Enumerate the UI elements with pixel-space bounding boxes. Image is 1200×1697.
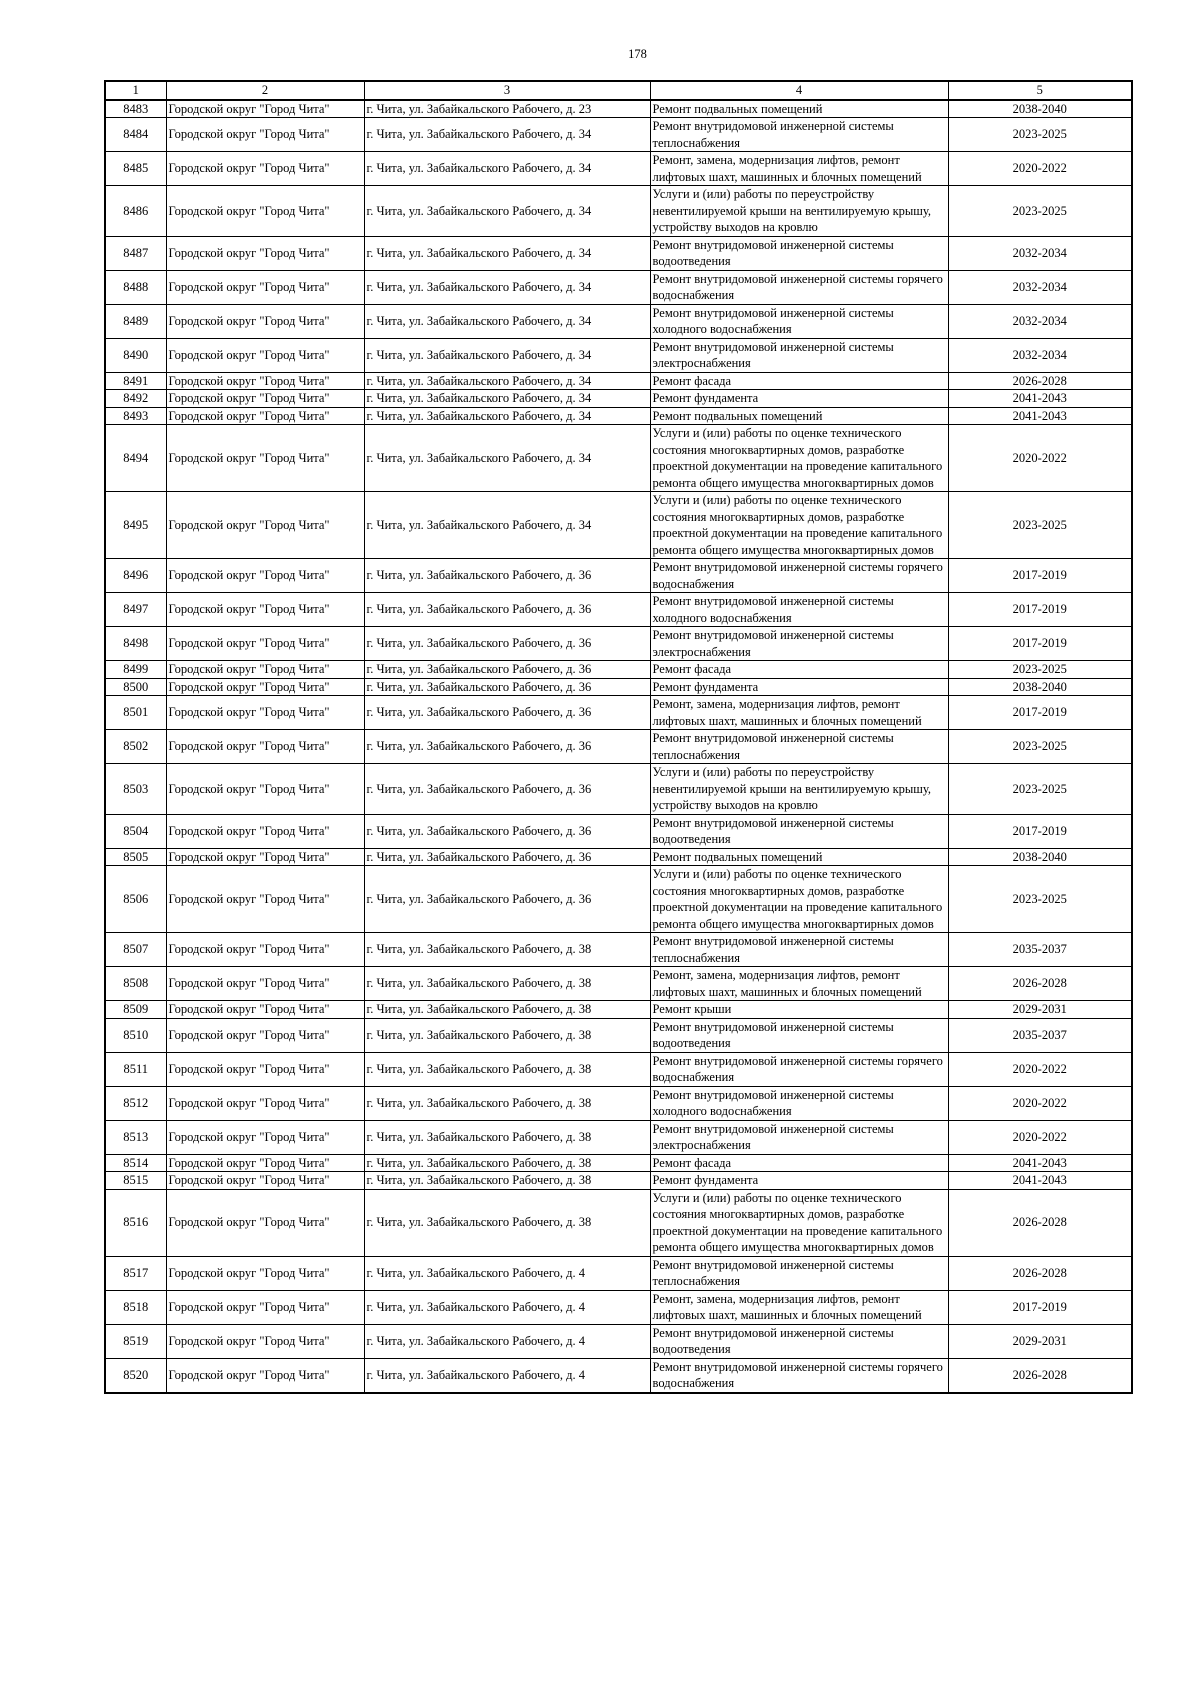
municipality-cell: Городской округ "Город Чита": [166, 186, 364, 237]
table-row: [105, 1052, 1132, 1086]
row-number-cell: 8503: [105, 764, 166, 815]
table-row: [105, 627, 1132, 661]
work-type-cell: Услуги и (или) работы по оценке технического состояния многоквартирных домов, разработке проектной документации на проведение капитального ремонта общего имущества многоквартирных домов: [650, 866, 948, 933]
period-cell: 2023-2025: [948, 118, 1132, 152]
table-row: [105, 1120, 1132, 1154]
table-row: [105, 866, 1132, 933]
table-row: [105, 730, 1132, 764]
work-type-cell: Ремонт внутридомовой инженерной системы горячего водоснабжения: [650, 1052, 948, 1086]
period-cell: 2035-2037: [948, 1018, 1132, 1052]
municipality-cell: Городской округ "Город Чита": [166, 593, 364, 627]
municipality-cell: Городской округ "Город Чита": [166, 559, 364, 593]
municipality-cell: Городской округ "Город Чита": [166, 1086, 364, 1120]
municipality-cell: Городской округ "Город Чита": [166, 1256, 364, 1290]
table-row: [105, 1189, 1132, 1256]
municipality-cell: Городской округ "Город Чита": [166, 407, 364, 425]
address-cell: г. Чита, ул. Забайкальского Рабочего, д. 36: [364, 730, 650, 764]
table-row: [105, 492, 1132, 559]
work-type-cell: Ремонт фундамента: [650, 678, 948, 696]
municipality-cell: Городской округ "Город Чита": [166, 661, 364, 679]
municipality-cell: Городской округ "Город Чита": [166, 1290, 364, 1324]
address-cell: г. Чита, ул. Забайкальского Рабочего, д. 34: [364, 304, 650, 338]
row-number-cell: 8485: [105, 152, 166, 186]
table-row: [105, 559, 1132, 593]
work-type-cell: Ремонт фундамента: [650, 1172, 948, 1190]
work-type-cell: Услуги и (или) работы по переустройству невентилируемой крыши на вентилируемую крышу, устройству выходов на кровлю: [650, 186, 948, 237]
table-row: [105, 848, 1132, 866]
row-number-cell: 8491: [105, 372, 166, 390]
address-cell: г. Чита, ул. Забайкальского Рабочего, д. 34: [364, 338, 650, 372]
table-row: [105, 1018, 1132, 1052]
column-header: 4: [650, 81, 948, 100]
work-type-cell: Ремонт внутридомовой инженерной системы горячего водоснабжения: [650, 270, 948, 304]
address-cell: г. Чита, ул. Забайкальского Рабочего, д. 36: [364, 866, 650, 933]
work-type-cell: Ремонт, замена, модернизация лифтов, ремонт лифтовых шахт, машинных и блочных помещений: [650, 1290, 948, 1324]
table-row: [105, 236, 1132, 270]
municipality-cell: Городской округ "Город Чита": [166, 933, 364, 967]
work-type-cell: Услуги и (или) работы по оценке технического состояния многоквартирных домов, разработке проектной документации на проведение капитального ремонта общего имущества многоквартирных домов: [650, 425, 948, 492]
row-number-cell: 8507: [105, 933, 166, 967]
address-cell: г. Чита, ул. Забайкальского Рабочего, д. 36: [364, 593, 650, 627]
municipality-cell: Городской округ "Город Чита": [166, 1189, 364, 1256]
address-cell: г. Чита, ул. Забайкальского Рабочего, д. 38: [364, 1018, 650, 1052]
period-cell: 2041-2043: [948, 1154, 1132, 1172]
address-cell: г. Чита, ул. Забайкальского Рабочего, д. 34: [364, 270, 650, 304]
municipality-cell: Городской округ "Город Чита": [166, 730, 364, 764]
table-row: [105, 118, 1132, 152]
municipality-cell: Городской округ "Город Чита": [166, 425, 364, 492]
address-cell: г. Чита, ул. Забайкальского Рабочего, д. 36: [364, 848, 650, 866]
row-number-cell: 8509: [105, 1001, 166, 1019]
municipality-cell: Городской округ "Город Чита": [166, 764, 364, 815]
municipality-cell: Городской округ "Город Чита": [166, 814, 364, 848]
column-header: 3: [364, 81, 650, 100]
row-number-cell: 8486: [105, 186, 166, 237]
period-cell: 2023-2025: [948, 661, 1132, 679]
table-row: [105, 152, 1132, 186]
row-number-cell: 8513: [105, 1120, 166, 1154]
municipality-cell: Городской округ "Город Чита": [166, 372, 364, 390]
table-row: [105, 390, 1132, 408]
period-cell: 2023-2025: [948, 492, 1132, 559]
work-type-cell: Ремонт внутридомовой инженерной системы холодного водоснабжения: [650, 1086, 948, 1120]
work-type-cell: Ремонт внутридомовой инженерной системы электроснабжения: [650, 627, 948, 661]
table-row: [105, 1324, 1132, 1358]
period-cell: 2023-2025: [948, 186, 1132, 237]
row-number-cell: 8518: [105, 1290, 166, 1324]
address-cell: г. Чита, ул. Забайкальского Рабочего, д. 34: [364, 492, 650, 559]
address-cell: г. Чита, ул. Забайкальского Рабочего, д. 34: [364, 407, 650, 425]
period-cell: 2020-2022: [948, 425, 1132, 492]
table-row: [105, 814, 1132, 848]
table-row: [105, 696, 1132, 730]
address-cell: г. Чита, ул. Забайкальского Рабочего, д. 36: [364, 661, 650, 679]
table-row: [105, 967, 1132, 1001]
address-cell: г. Чита, ул. Забайкальского Рабочего, д. 38: [364, 1001, 650, 1019]
period-cell: 2029-2031: [948, 1001, 1132, 1019]
row-number-cell: 8497: [105, 593, 166, 627]
table-row: [105, 1154, 1132, 1172]
table-row: [105, 1172, 1132, 1190]
address-cell: г. Чита, ул. Забайкальского Рабочего, д. 4: [364, 1358, 650, 1393]
municipality-cell: Городской округ "Город Чита": [166, 236, 364, 270]
address-cell: г. Чита, ул. Забайкальского Рабочего, д. 34: [364, 118, 650, 152]
column-header: 5: [948, 81, 1132, 100]
period-cell: 2026-2028: [948, 1256, 1132, 1290]
work-type-cell: Ремонт внутридомовой инженерной системы водоотведения: [650, 1324, 948, 1358]
municipality-cell: Городской округ "Город Чита": [166, 100, 364, 118]
row-number-cell: 8488: [105, 270, 166, 304]
work-type-cell: Ремонт крыши: [650, 1001, 948, 1019]
address-cell: г. Чита, ул. Забайкальского Рабочего, д. 34: [364, 186, 650, 237]
work-type-cell: Ремонт внутридомовой инженерной системы электроснабжения: [650, 1120, 948, 1154]
municipality-cell: Городской округ "Город Чита": [166, 866, 364, 933]
address-cell: г. Чита, ул. Забайкальского Рабочего, д. 38: [364, 1154, 650, 1172]
municipality-cell: Городской округ "Город Чита": [166, 1358, 364, 1393]
work-type-cell: Ремонт, замена, модернизация лифтов, ремонт лифтовых шахт, машинных и блочных помещений: [650, 967, 948, 1001]
address-cell: г. Чита, ул. Забайкальского Рабочего, д. 4: [364, 1290, 650, 1324]
row-number-cell: 8504: [105, 814, 166, 848]
work-type-cell: Ремонт внутридомовой инженерной системы водоотведения: [650, 814, 948, 848]
municipality-cell: Городской округ "Город Чита": [166, 1001, 364, 1019]
table-body: [105, 81, 1132, 1393]
address-cell: г. Чита, ул. Забайкальского Рабочего, д. 38: [364, 1052, 650, 1086]
period-cell: 2035-2037: [948, 933, 1132, 967]
period-cell: 2023-2025: [948, 866, 1132, 933]
work-type-cell: Ремонт внутридомовой инженерной системы холодного водоснабжения: [650, 593, 948, 627]
period-cell: 2023-2025: [948, 730, 1132, 764]
municipality-cell: Городской округ "Город Чита": [166, 1052, 364, 1086]
period-cell: 2017-2019: [948, 814, 1132, 848]
municipality-cell: Городской округ "Город Чита": [166, 1018, 364, 1052]
period-cell: 2020-2022: [948, 1120, 1132, 1154]
work-type-cell: Ремонт внутридомовой инженерной системы теплоснабжения: [650, 933, 948, 967]
work-type-cell: Ремонт внутридомовой инженерной системы водоотведения: [650, 1018, 948, 1052]
row-number-cell: 8510: [105, 1018, 166, 1052]
address-cell: г. Чита, ул. Забайкальского Рабочего, д. 34: [364, 425, 650, 492]
row-number-cell: 8515: [105, 1172, 166, 1190]
address-cell: г. Чита, ул. Забайкальского Рабочего, д. 34: [364, 390, 650, 408]
work-type-cell: Ремонт фундамента: [650, 390, 948, 408]
table-row: [105, 678, 1132, 696]
table-row: [105, 425, 1132, 492]
table-header-row: [105, 81, 1132, 100]
municipality-cell: Городской округ "Город Чита": [166, 152, 364, 186]
work-type-cell: Ремонт, замена, модернизация лифтов, ремонт лифтовых шахт, машинных и блочных помещений: [650, 152, 948, 186]
period-cell: 2026-2028: [948, 967, 1132, 1001]
period-cell: 2032-2034: [948, 236, 1132, 270]
work-type-cell: Ремонт внутридомовой инженерной системы водоотведения: [650, 236, 948, 270]
municipality-cell: Городской округ "Город Чита": [166, 1324, 364, 1358]
address-cell: г. Чита, ул. Забайкальского Рабочего, д. 36: [364, 678, 650, 696]
work-type-cell: Услуги и (или) работы по оценке технического состояния многоквартирных домов, разработке проектной документации на проведение капитального ремонта общего имущества многоквартирных домов: [650, 492, 948, 559]
period-cell: 2038-2040: [948, 848, 1132, 866]
table-row: [105, 661, 1132, 679]
work-type-cell: Ремонт подвальных помещений: [650, 100, 948, 118]
row-number-cell: 8495: [105, 492, 166, 559]
work-type-cell: Ремонт фасада: [650, 661, 948, 679]
period-cell: 2017-2019: [948, 696, 1132, 730]
address-cell: г. Чита, ул. Забайкальского Рабочего, д. 4: [364, 1256, 650, 1290]
address-cell: г. Чита, ул. Забайкальского Рабочего, д. 38: [364, 1086, 650, 1120]
table-row: [105, 933, 1132, 967]
work-type-cell: Ремонт внутридомовой инженерной системы электроснабжения: [650, 338, 948, 372]
address-cell: г. Чита, ул. Забайкальского Рабочего, д. 34: [364, 236, 650, 270]
table-row: [105, 338, 1132, 372]
period-cell: 2020-2022: [948, 1052, 1132, 1086]
address-cell: г. Чита, ул. Забайкальского Рабочего, д. 36: [364, 696, 650, 730]
period-cell: 2026-2028: [948, 372, 1132, 390]
table-row: [105, 186, 1132, 237]
row-number-cell: 8493: [105, 407, 166, 425]
row-number-cell: 8502: [105, 730, 166, 764]
address-cell: г. Чита, ул. Забайкальского Рабочего, д. 34: [364, 152, 650, 186]
row-number-cell: 8492: [105, 390, 166, 408]
row-number-cell: 8519: [105, 1324, 166, 1358]
address-cell: г. Чита, ул. Забайкальского Рабочего, д. 38: [364, 1120, 650, 1154]
municipality-cell: Городской округ "Город Чита": [166, 338, 364, 372]
address-cell: г. Чита, ул. Забайкальского Рабочего, д. 38: [364, 933, 650, 967]
period-cell: 2017-2019: [948, 593, 1132, 627]
row-number-cell: 8500: [105, 678, 166, 696]
period-cell: 2032-2034: [948, 270, 1132, 304]
row-number-cell: 8506: [105, 866, 166, 933]
row-number-cell: 8512: [105, 1086, 166, 1120]
period-cell: 2020-2022: [948, 1086, 1132, 1120]
table-row: [105, 1256, 1132, 1290]
row-number-cell: 8520: [105, 1358, 166, 1393]
table-row: [105, 304, 1132, 338]
table-row: [105, 372, 1132, 390]
row-number-cell: 8505: [105, 848, 166, 866]
work-type-cell: Ремонт внутридомовой инженерной системы теплоснабжения: [650, 1256, 948, 1290]
work-type-cell: Ремонт фасада: [650, 1154, 948, 1172]
address-cell: г. Чита, ул. Забайкальского Рабочего, д. 38: [364, 967, 650, 1001]
address-cell: г. Чита, ул. Забайкальского Рабочего, д. 36: [364, 764, 650, 815]
column-header: 1: [105, 81, 166, 100]
row-number-cell: 8508: [105, 967, 166, 1001]
row-number-cell: 8499: [105, 661, 166, 679]
period-cell: 2026-2028: [948, 1189, 1132, 1256]
address-cell: г. Чита, ул. Забайкальского Рабочего, д. 38: [364, 1189, 650, 1256]
row-number-cell: 8489: [105, 304, 166, 338]
work-type-cell: Ремонт внутридомовой инженерной системы теплоснабжения: [650, 118, 948, 152]
row-number-cell: 8484: [105, 118, 166, 152]
municipality-cell: Городской округ "Город Чита": [166, 678, 364, 696]
municipality-cell: Городской округ "Город Чита": [166, 492, 364, 559]
period-cell: 2038-2040: [948, 100, 1132, 118]
period-cell: 2041-2043: [948, 390, 1132, 408]
row-number-cell: 8490: [105, 338, 166, 372]
table-row: [105, 593, 1132, 627]
period-cell: 2041-2043: [948, 407, 1132, 425]
row-number-cell: 8487: [105, 236, 166, 270]
municipality-cell: Городской округ "Город Чита": [166, 270, 364, 304]
row-number-cell: 8494: [105, 425, 166, 492]
row-number-cell: 8496: [105, 559, 166, 593]
table-row: [105, 1358, 1132, 1393]
table-row: [105, 1290, 1132, 1324]
municipality-cell: Городской округ "Город Чита": [166, 1154, 364, 1172]
municipality-cell: Городской округ "Город Чита": [166, 696, 364, 730]
row-number-cell: 8517: [105, 1256, 166, 1290]
row-number-cell: 8498: [105, 627, 166, 661]
work-type-cell: Ремонт внутридомовой инженерной системы холодного водоснабжения: [650, 304, 948, 338]
column-header: 2: [166, 81, 364, 100]
municipality-cell: Городской округ "Город Чита": [166, 390, 364, 408]
table-row: [105, 270, 1132, 304]
work-type-cell: Услуги и (или) работы по переустройству невентилируемой крыши на вентилируемую крышу, устройству выходов на кровлю: [650, 764, 948, 815]
municipality-cell: Городской округ "Город Чита": [166, 1120, 364, 1154]
period-cell: 2041-2043: [948, 1172, 1132, 1190]
table-row: [105, 764, 1132, 815]
address-cell: г. Чита, ул. Забайкальского Рабочего, д. 38: [364, 1172, 650, 1190]
municipality-cell: Городской округ "Город Чита": [166, 1172, 364, 1190]
period-cell: 2017-2019: [948, 627, 1132, 661]
address-cell: г. Чита, ул. Забайкальского Рабочего, д. 4: [364, 1324, 650, 1358]
period-cell: 2023-2025: [948, 764, 1132, 815]
table-row: [105, 100, 1132, 118]
work-type-cell: Ремонт подвальных помещений: [650, 848, 948, 866]
period-cell: 2029-2031: [948, 1324, 1132, 1358]
period-cell: 2038-2040: [948, 678, 1132, 696]
address-cell: г. Чита, ул. Забайкальского Рабочего, д. 36: [364, 627, 650, 661]
table-row: [105, 407, 1132, 425]
address-cell: г. Чита, ул. Забайкальского Рабочего, д. 36: [364, 814, 650, 848]
municipality-cell: Городской округ "Город Чита": [166, 118, 364, 152]
period-cell: 2020-2022: [948, 152, 1132, 186]
address-cell: г. Чита, ул. Забайкальского Рабочего, д. 36: [364, 559, 650, 593]
municipality-cell: Городской округ "Город Чита": [166, 627, 364, 661]
row-number-cell: 8483: [105, 100, 166, 118]
address-cell: г. Чита, ул. Забайкальского Рабочего, д. 34: [364, 372, 650, 390]
municipality-cell: Городской округ "Город Чита": [166, 848, 364, 866]
work-type-cell: Ремонт внутридомовой инженерной системы теплоснабжения: [650, 730, 948, 764]
work-type-cell: Ремонт, замена, модернизация лифтов, ремонт лифтовых шахт, машинных и блочных помещений: [650, 696, 948, 730]
period-cell: 2032-2034: [948, 304, 1132, 338]
table-row: [105, 1086, 1132, 1120]
repair-schedule-table: [104, 80, 1133, 1394]
row-number-cell: 8516: [105, 1189, 166, 1256]
row-number-cell: 8501: [105, 696, 166, 730]
municipality-cell: Городской округ "Город Чита": [166, 967, 364, 1001]
period-cell: 2017-2019: [948, 1290, 1132, 1324]
municipality-cell: Городской округ "Город Чита": [166, 304, 364, 338]
work-type-cell: Ремонт подвальных помещений: [650, 407, 948, 425]
row-number-cell: 8511: [105, 1052, 166, 1086]
period-cell: 2026-2028: [948, 1358, 1132, 1393]
table-row: [105, 1001, 1132, 1019]
work-type-cell: Услуги и (или) работы по оценке технического состояния многоквартирных домов, разработке проектной документации на проведение капитального ремонта общего имущества многоквартирных домов: [650, 1189, 948, 1256]
row-number-cell: 8514: [105, 1154, 166, 1172]
work-type-cell: Ремонт внутридомовой инженерной системы горячего водоснабжения: [650, 559, 948, 593]
work-type-cell: Ремонт фасада: [650, 372, 948, 390]
period-cell: 2017-2019: [948, 559, 1132, 593]
page-number: 178: [628, 47, 647, 61]
address-cell: г. Чита, ул. Забайкальского Рабочего, д. 23: [364, 100, 650, 118]
period-cell: 2032-2034: [948, 338, 1132, 372]
work-type-cell: Ремонт внутридомовой инженерной системы горячего водоснабжения: [650, 1358, 948, 1393]
